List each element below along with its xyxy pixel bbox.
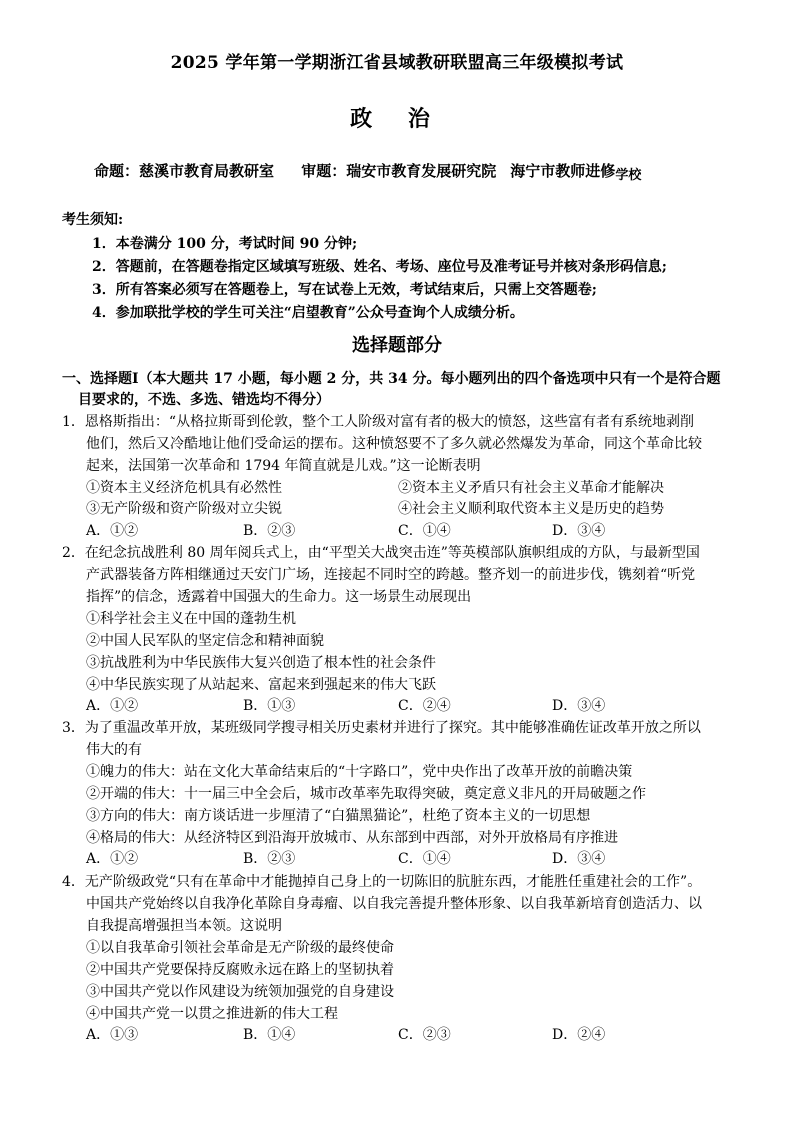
statement: ④格局的伟大：从经济特区到沿海开放城市、从东部到中西部，对外开放格局有序推进 — [86, 830, 618, 846]
option-b: B．②③ — [243, 523, 296, 539]
statement: ②资本主义矛盾只有社会主义革命才能解决 — [398, 480, 664, 496]
statement: ④社会主义顺利取代资本主义是历史的趋势 — [398, 501, 664, 517]
question-stem: 3．为了重温改革开放，某班级同学搜寻相关历史素材并进行了探究。其中能够准确佐证改革开放之所以 — [62, 720, 701, 736]
statement: ①以自我革命引领社会革命是无产阶级的最终使命 — [86, 940, 394, 956]
notice-item: 3．所有答案必须写在答题卷上，写在试卷上无效，考试结束后，只需上交答题卷; — [92, 282, 597, 298]
option-c: C．②④ — [398, 698, 451, 714]
option-a: A．①③ — [86, 1027, 139, 1043]
statement: ④中国共产党一以贯之推进新的伟大工程 — [86, 1006, 338, 1022]
statement: ③抗战胜利为中华民族伟大复兴创造了根本性的社会条件 — [86, 655, 436, 671]
question-stem: 中国共产党始终以自我净化革除自身毒瘤、以自我完善提升整体形象、以自我革新培育创造活力、以 — [86, 896, 702, 912]
option-b: B．①③ — [243, 698, 296, 714]
section-title: 选择题部分 — [352, 335, 442, 356]
notice-heading: 考生须知: — [62, 212, 124, 228]
question-stem: 1．恩格斯指出：“从格拉斯哥到伦敦，整个工人阶级对富有者的极大的愤怒，这些富有者有系统地剥削 — [62, 414, 695, 430]
option-d: D．③④ — [552, 523, 606, 539]
option-b: B．①④ — [243, 1027, 296, 1043]
statement: ①科学社会主义在中国的蓬勃生机 — [86, 611, 296, 627]
author-name: 慈溪市教育局教研室 — [139, 162, 275, 180]
option-d: D．②④ — [552, 1027, 606, 1043]
subject-title: 政 治 — [350, 106, 444, 132]
authors-line — [94, 160, 754, 181]
exam-title: 2025 学年第一学期浙江省县域教研联盟高三年级模拟考试 — [170, 53, 624, 73]
statement: ③无产阶级和资产阶级对立尖锐 — [86, 501, 282, 517]
reviewer-1: 瑞安市教育发展研究院 — [346, 162, 497, 180]
notice-item: 2．答题前，在答题卷指定区域填写班级、姓名、考场、座位号及准考证号并核对条形码信息; — [92, 259, 667, 275]
statement: ①资本主义经济危机具有必然性 — [86, 480, 282, 496]
option-b: B．②③ — [243, 851, 296, 867]
question-stem: 4．无产阶级政党“只有在革命中才能抛掉自己身上的一切陈旧的肮脏东西，才能胜任重建社会的工作”。 — [62, 874, 702, 890]
statement: ③方向的伟大：南方谈话进一步厘清了“白猫黑猫论”，杜绝了资本主义的一切思想 — [86, 808, 591, 824]
option-a: A．①② — [86, 523, 139, 539]
statement: ②中国人民军队的坚定信念和精神面貌 — [86, 633, 324, 649]
option-a: A．①② — [86, 851, 139, 867]
notice-item: 1．本卷满分 100 分，考试时间 90 分钟; — [92, 236, 358, 252]
author-label: 命题： — [94, 162, 140, 180]
question-stem: 2．在纪念抗战胜利 80 周年阅兵式上，由“平型关大战突击连”等英模部队旗帜组成的方队，与最新型国 — [62, 545, 700, 561]
reviewer-label: 审题： — [301, 162, 347, 180]
question-stem: 起来，法国第一次革命和 1794 年简直就是儿戏。”这一论断表明 — [86, 458, 481, 474]
option-d: D．③④ — [552, 851, 606, 867]
reviewer-2-tail: 学校 — [615, 168, 642, 183]
option-a: A．①② — [86, 698, 139, 714]
question-stem: 指挥”的信念，透露着中国强大的生命力。这一场景生动展现出 — [86, 589, 472, 605]
option-c: C．①④ — [398, 851, 451, 867]
statement: ②开端的伟大：十一届三中全会后，城市改革率先取得突破，奠定意义非凡的开局破题之作 — [86, 786, 646, 802]
statement: ④中华民族实现了从站起来、富起来到强起来的伟大飞跃 — [86, 677, 436, 693]
question-stem: 产武器装备方阵相继通过天安门广场，连接起不同时空的跨越。整齐划一的前进步伐，镌刻着“听党 — [86, 567, 696, 583]
part-instruction: 一、选择题Ⅰ（本大题共 17 小题，每小题 2 分，共 34 分。每小题列出的四个备选项中只有一个是符合题 — [62, 371, 721, 387]
option-c: C．①④ — [398, 523, 451, 539]
question-stem: 自我提高增强担当本领。这说明 — [86, 918, 282, 934]
option-d: D．③④ — [552, 698, 606, 714]
question-stem: 伟大的有 — [86, 742, 142, 758]
option-c: C．②③ — [398, 1027, 451, 1043]
question-stem: 他们，然后又冷酷地让他们受命运的摆布。这种愤怒要不了多久就必然爆发为革命，同这个革命比较 — [86, 436, 702, 452]
statement: ②中国共产党要保持反腐败永远在路上的坚韧执着 — [86, 962, 394, 978]
part-instruction: 目要求的，不选、多选、错选均不得分） — [78, 392, 330, 408]
statement: ③中国共产党以作风建设为统领加强党的自身建设 — [86, 984, 394, 1000]
reviewer-2: 海宁市教师进修 — [510, 162, 616, 180]
notice-item: 4．参加联批学校的学生可关注“启望教育”公众号查询个人成绩分析。 — [92, 305, 524, 321]
statement: ①魄力的伟大：站在文化大革命结束后的“十字路口”，党中央作出了改革开放的前瞻决策 — [86, 764, 633, 780]
